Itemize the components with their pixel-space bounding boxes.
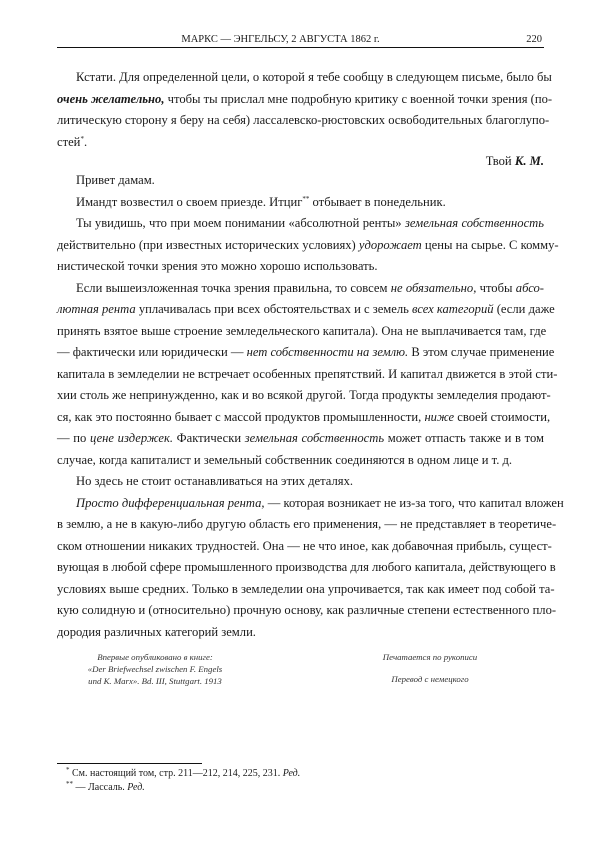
text-line (57, 600, 557, 622)
emphasis-text: ниже (424, 409, 455, 424)
text-segment: Имандт возвестил о своем приезде. Итциг (76, 194, 303, 209)
text-line (57, 428, 544, 450)
text-line (57, 622, 544, 644)
footnote-text: — Лассаль. (73, 782, 128, 793)
emphasis-text: Просто дифференциальная рента, (76, 495, 265, 510)
text-segment: литическую сторону я беру на себя) лассалевско-рюстовских освободительных благоглупо- (57, 113, 550, 127)
text-line (57, 557, 556, 579)
text-segment: чтобы (476, 280, 516, 295)
publication-note-line: Впервые опубликовано в книге: (97, 652, 213, 662)
text-segment: своей стоимости, (454, 409, 551, 424)
footnotes (66, 767, 300, 795)
text-segment: В этом случае применение (408, 345, 555, 359)
text-segment: Кстати. Для определенной цели, о которой я тебе сообщу в следующем письме, было бы (76, 70, 552, 84)
text-segment: хии столь же непринужденно, как и во всякой другой. Тогда продукты земледелия продают- (57, 388, 551, 402)
text-line (57, 342, 555, 364)
footnote-editor: Ред. (282, 768, 301, 779)
text-segment: Если вышеизложенная точка зрения правильна, то совсем (76, 280, 391, 295)
emphasis-text: нет собственности на землю. (246, 345, 409, 359)
text-segment: ся, как это постоянно бывает с массой продуктов промышленности, (57, 409, 425, 424)
text-line (57, 321, 547, 343)
emphasis-text: всех категорий (412, 302, 494, 316)
text-line (57, 89, 553, 111)
source-note-translation: Перевод с немецкого (391, 674, 469, 684)
letter-body (57, 67, 564, 643)
text-line (57, 235, 559, 257)
text-segment: Ты увидишь, что при моем понимании «абсолютной ренты» (76, 216, 405, 230)
publication-note (80, 651, 230, 687)
text-segment: может отпасть также и в том (384, 431, 544, 445)
text-line (57, 256, 544, 278)
emphasis-text: удорожает (358, 237, 422, 252)
text-line (57, 385, 551, 407)
text-segment: — которая возникает не из-за того, что капитал вложен (264, 495, 564, 510)
signature-line (57, 153, 544, 170)
text-segment: Но здесь не стоит останавливаться на этих деталях. (76, 474, 354, 488)
text-segment: чтобы ты прислал мне подробную критику с военной точки зрения (по- (164, 91, 553, 106)
text-line (57, 299, 555, 321)
text-line (57, 67, 552, 89)
text-line (57, 407, 551, 429)
text-line (57, 170, 544, 192)
text-line (57, 579, 555, 601)
footnote-text: См. настоящий том, стр. 211—212, 214, 225, 231. (69, 768, 283, 779)
text-segment: кую солидную и (относительно) прочную основу, как различные степени естественного пло- (57, 603, 557, 617)
publication-note-line: und K. Marx». Bd. III, Stuttgart. 1913 (88, 676, 222, 686)
text-segment: (если даже (493, 302, 555, 316)
text-segment: уплачивалась при всех обстоятельствах и с земель (135, 302, 413, 316)
emphasis-text: К. М. (514, 154, 544, 168)
publication-note-line: «Der Briefwechsel zwischen F. Engels (87, 664, 223, 674)
text-line (57, 536, 552, 558)
text-segment: . (83, 134, 88, 149)
text-line (57, 364, 558, 386)
text-segment: дородия различных категорий земли. (57, 624, 256, 639)
emphasis-text: очень желательно, (57, 91, 165, 106)
text-line (57, 450, 544, 472)
footnote-divider (57, 763, 202, 764)
text-segment: стей (57, 134, 81, 149)
text-line (57, 514, 557, 536)
footnote (66, 767, 300, 781)
header-title: МАРКС — ЭНГЕЛЬСУ, 2 АВГУСТА 1862 г. (181, 34, 380, 45)
footnote-reference: ** (302, 194, 310, 203)
text-segment: нистической точки зрения это можно хорошо использовать. (57, 259, 378, 273)
text-segment: Фактически (173, 431, 245, 445)
text-segment: отбывает в понедельник. (309, 194, 446, 209)
text-segment: — фактически или юридически — (57, 345, 247, 359)
text-segment: цены на сырье. С комму- (421, 237, 559, 252)
text-segment: условиях выше средних. Только в земледелии она упрочивается, так как имеет под собой та- (57, 581, 555, 596)
text-segment: Твой (485, 154, 515, 168)
footnote (66, 781, 300, 795)
page-number: 220 (526, 34, 542, 45)
text-line (57, 110, 550, 132)
text-line (57, 278, 544, 300)
text-segment: ском отношении никаких трудностей. Она — не что иное, как добавочная прибыль, сущест- (57, 538, 552, 553)
text-segment: принять взятое выше строение земледельческого капитала). Она не выплачивается там, где (57, 323, 547, 338)
text-line (57, 213, 544, 235)
emphasis-text: не обязательно, (390, 280, 477, 295)
source-note-manuscript: Печатается по рукописи (382, 652, 478, 662)
text-segment: действительно (при известных исторических условиях) (57, 237, 359, 252)
text-segment: случае, когда капиталист и земельный собственник соединяются в одном лице и т. д. (57, 452, 513, 467)
text-line (57, 471, 544, 493)
footnote-mark: ** (66, 780, 73, 788)
emphasis-text: цене издержек. (89, 431, 173, 445)
text-segment: Привет дамам. (76, 173, 155, 187)
footnote-reference: * (80, 134, 84, 143)
running-header (57, 33, 544, 48)
footnote-editor: Ред. (127, 782, 145, 793)
text-line (57, 132, 544, 154)
emphasis-text: абсо- (515, 280, 544, 295)
footnote-mark: * (66, 766, 70, 774)
source-note (355, 651, 505, 685)
text-segment: — по (57, 431, 90, 445)
text-segment: в землю, а не в какую-либо другую область его применения, — не представляет в теоретиче- (57, 517, 557, 531)
text-segment: вующая в любой сфере промышленного производства для любого капитала, действующего в (57, 560, 556, 574)
text-segment: капитала в земледелии не встречает особенных препятствий. И капитал движется в этой сти- (57, 366, 558, 381)
emphasis-text: лютная рента (57, 302, 136, 316)
text-line (57, 192, 544, 214)
text-line (57, 493, 564, 515)
emphasis-text: земельная собственность (404, 216, 545, 230)
emphasis-text: земельная собственность (244, 431, 385, 445)
